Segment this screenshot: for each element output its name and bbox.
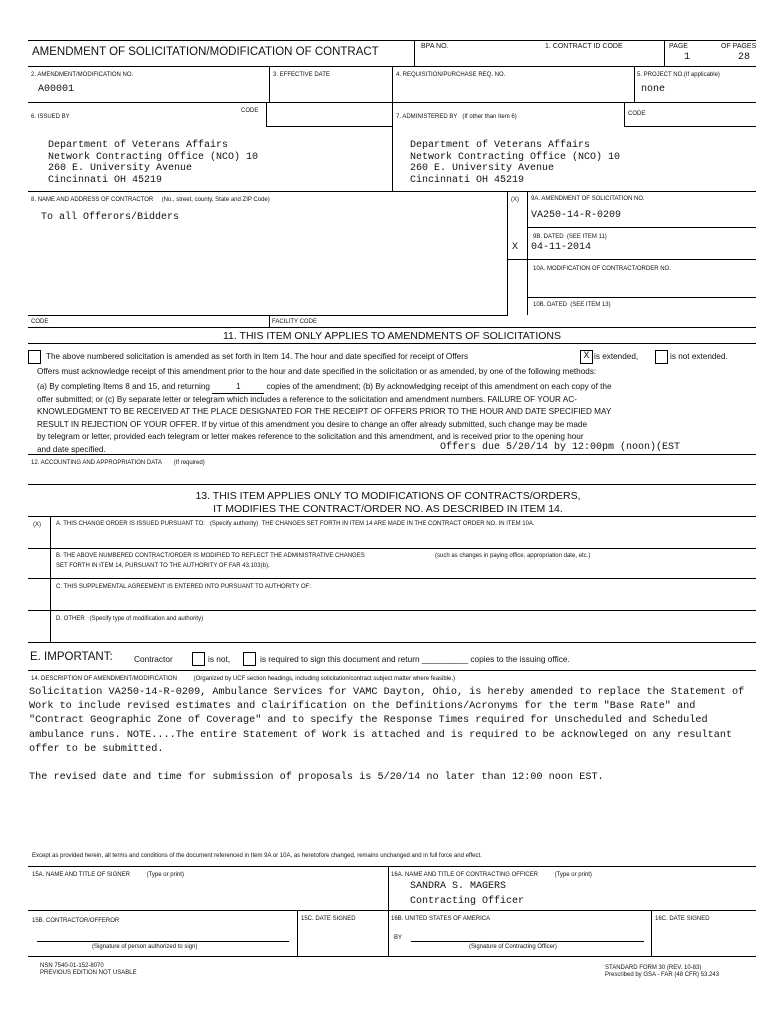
- rule: [392, 66, 393, 102]
- is-not-label: is not,: [208, 654, 231, 664]
- bpa-no-label: BPA NO.: [421, 43, 449, 50]
- is-required-checkbox[interactable]: [243, 652, 256, 666]
- contractor-value: To all Offerors/Bidders: [41, 212, 180, 223]
- item9a-value: VA250-14-R-0209: [531, 210, 622, 221]
- by-label: BY: [394, 935, 403, 941]
- contract-id-label: 1. CONTRACT ID CODE: [545, 43, 623, 50]
- rule: [28, 866, 756, 867]
- form-title: AMENDMENT OF SOLICITATION/MODIFICATION OF CONTRACT: [32, 46, 379, 58]
- item11-line3: (a) By completing Items 8 and 15, and returning 1 copies of the amendment; (b) By acknowledging receipt of this amendment on each copy of the: [37, 381, 612, 394]
- address-line: Network Contracting Office (NCO) 10: [48, 151, 259, 163]
- contractor-signature-line[interactable]: [37, 941, 289, 942]
- copies-returned-field[interactable]: 1: [212, 381, 264, 394]
- amended-checkbox[interactable]: [28, 350, 41, 364]
- rule: [28, 454, 756, 455]
- address-line: 260 E. University Avenue: [410, 163, 555, 174]
- item9b-label: 9B. DATED (SEE ITEM 11): [533, 234, 607, 240]
- item11-line7: by telegram or letter, provided each telegram or letter makes reference to the solicitation and this amendment, and is received prior to the opening hour: [37, 432, 584, 441]
- rule: [28, 910, 756, 911]
- nsn-number: NSN 7540-01-152-8070: [40, 963, 104, 969]
- rule-top: [28, 40, 756, 41]
- revised-submission-line: The revised date and time for submission of proposals is 5/20/14 no later than 12:00 noon EST.: [29, 772, 604, 783]
- rule: [28, 516, 756, 517]
- item11-line5: KNOWLEDGMENT TO BE RECEIVED AT THE PLACE DESIGNATED FOR THE RECEIPT OF OFFERS PRIOR TO THE HOUR AND DATE SPECIFIED MAY: [37, 407, 612, 416]
- address-line: Cincinnati OH 45219: [48, 174, 163, 186]
- item12-label: 12. ACCOUNTING AND APPROPRIATION DATA (If required): [31, 460, 205, 466]
- item13a-label: A. THIS CHANGE ORDER IS ISSUED PURSUANT TO: (Specify authority) THE CHANGES SET FORTH IN ITEM 14 ARE MADE IN THE CONTRACT ORDER NO. IN ITEM 10A.: [56, 521, 535, 527]
- rule: [28, 956, 756, 957]
- rule: [624, 126, 756, 127]
- item13b-label-1: B. THE ABOVE NUMBERED CONTRACT/ORDER IS MODIFIED TO REFLECT THE ADMINISTRATIVE CHANGES: [56, 553, 365, 559]
- issued-by-label: 6. ISSUED BY: [31, 114, 70, 120]
- rule: [392, 102, 393, 191]
- contractor-code-label: CODE: [31, 319, 49, 325]
- rule: [28, 327, 756, 328]
- administered-by-label: 7. ADMINISTERED BY (If other than Item 6): [396, 114, 517, 120]
- of-pages-label: OF PAGES: [721, 43, 757, 50]
- facility-code-label: FACILITY CODE: [272, 319, 317, 325]
- item14-label: 14. DESCRIPTION OF AMENDMENT/MODIFICATION (Organized by UCF section headings, including solicitation/contract subject matter where feasible.): [31, 676, 456, 682]
- description-line: "Contract Geographic Zone of Coverage" and to specify the Response Times required for Unscheduled and Scheduled: [29, 715, 708, 727]
- item13b-note: (such as changes in paying office, appropriation date, etc.): [435, 553, 591, 559]
- is-required-label: is required to sign this document and return __________ copies to the issuing office.: [260, 654, 570, 664]
- item13c-label: C. THIS SUPPLEMENTAL AGREEMENT IS ENTERED INTO PURSUANT TO AUTHORITY OF:: [56, 584, 311, 590]
- amendment-no-value: A00001: [38, 84, 75, 95]
- not-extended-checkbox[interactable]: [655, 350, 668, 364]
- address-line: Network Contracting Office (NCO) 10: [410, 151, 621, 163]
- description-line: Work to include revised estimates and clairification on the Definitions/Acronyms for the term "Base Rate" and: [29, 701, 696, 713]
- officer-name: SANDRA S. MAGERS: [410, 881, 507, 892]
- address-line: Department of Veterans Affairs: [410, 140, 591, 151]
- important-contractor: Contractor: [134, 654, 173, 664]
- rule: [527, 297, 756, 298]
- project-no-label: 5. PROJECT NO.(If applicable): [637, 72, 720, 78]
- effective-date-label: 3. EFFECTIVE DATE: [273, 72, 330, 78]
- address-line: Department of Veterans Affairs: [48, 140, 229, 151]
- item14-description: [29, 686, 744, 757]
- requisition-label: 4. REQUISITION/PURCHASE REQ. NO.: [396, 72, 506, 78]
- project-no-value: none: [641, 84, 666, 95]
- united-states-label: 16B. UNITED STATES OF AMERICA: [391, 916, 491, 922]
- item13b-label-2: SET FORTH IN ITEM 14, PURSUANT TO THE AUTHORITY OF FAR 43.103(b).: [56, 563, 270, 569]
- of-pages-value: 28: [738, 52, 751, 63]
- x-column-label: (X): [511, 197, 519, 203]
- rule: [266, 126, 392, 127]
- rule: [28, 642, 756, 643]
- rule: [269, 315, 270, 327]
- item10a-label: 10A. MODIFICATION OF CONTRACT/ORDER NO.: [533, 266, 671, 272]
- prescribed-by: Prescribed by GSA - FAR (48 CFR) 53.243: [605, 972, 720, 978]
- officer-signature-line[interactable]: [411, 941, 644, 942]
- item13-x-label: (X): [33, 522, 41, 528]
- rule: [664, 40, 665, 66]
- rule: [507, 191, 508, 315]
- rule: [28, 548, 756, 549]
- officer-date-label: 16C. DATE SIGNED: [655, 916, 710, 922]
- administered-by-address: [410, 140, 620, 186]
- rule: [297, 910, 298, 956]
- issued-by-code-label: CODE: [241, 108, 259, 114]
- rule: [266, 102, 267, 126]
- officer-title: Contracting Officer: [410, 896, 525, 907]
- item9a-label: 9A. AMENDMENT OF SOLICITATION NO.: [531, 196, 645, 202]
- description-line: Solicitation VA250-14-R-0209, Ambulance Services for VAMC Dayton, Ohio, is hereby amended to replace the Statement of: [29, 687, 745, 698]
- amendment-no-label: 2. AMENDMENT/MODIFICATION NO.: [31, 72, 134, 78]
- rule: [414, 40, 415, 66]
- address-line: Cincinnati OH 45219: [410, 174, 525, 186]
- contractor-date-label: 15C. DATE SIGNED: [301, 916, 356, 922]
- item11-line8: and date specified.: [37, 445, 106, 454]
- item11-line1: The above numbered solicitation is amended as set forth in Item 14. The hour and date specified for receipt of Offers: [46, 352, 469, 361]
- rule: [28, 484, 756, 485]
- rule: [50, 516, 51, 642]
- contractor-label: 8. NAME AND ADDRESS OF CONTRACTOR (No., street, county, State and ZIP Code): [31, 197, 270, 203]
- rule: [28, 578, 756, 579]
- issued-by-address: [48, 140, 258, 186]
- rule: [269, 66, 270, 102]
- description-line: ambulance runs. NOTE....The entire Statement of Work is attached and is required to be acknowleged on any resultant: [29, 729, 733, 741]
- contractor-offeror-label: 15B. CONTRACTOR/OFFEROR: [32, 918, 120, 924]
- rule: [28, 343, 756, 344]
- item11-title: 11. THIS ITEM ONLY APPLIES TO AMENDMENTS OF SOLICITATIONS: [222, 330, 562, 342]
- rule: [634, 66, 635, 102]
- standard-form-id: STANDARD FORM 30 (REV. 10-83): [605, 965, 702, 971]
- offers-due-text: Offers due 5/20/14 by 12:00pm (noon)(EST: [440, 442, 681, 453]
- signer-label: 15A. NAME AND TITLE OF SIGNER (Type or print): [32, 872, 184, 878]
- administered-code-label: CODE: [628, 111, 646, 117]
- not-extended-label: is not extended.: [670, 352, 728, 361]
- page-value: 1: [684, 52, 691, 63]
- rule: [388, 866, 389, 956]
- rule: [507, 259, 756, 260]
- rule: [624, 102, 625, 126]
- item11-line4: offer submitted; or (c) By separate letter or telegram which includes a reference to the solicitation and amendment numbers. FAILURE OF YOUR AC-: [37, 395, 577, 404]
- address-line: 260 E. University Avenue: [48, 163, 193, 174]
- important-label: E. IMPORTANT:: [30, 651, 113, 663]
- previous-edition-note: PREVIOUS EDITION NOT USABLE: [40, 970, 137, 976]
- item10b-label: 10B. DATED (SEE ITEM 13): [533, 302, 611, 308]
- item9b-value: 04-11-2014: [531, 242, 592, 253]
- except-provided-line: Except as provided herein, all terms and conditions of the document referenced in Item 9A or 10A, as heretofore changed, remains unchanged and in full force and effect.: [32, 853, 482, 859]
- item13-title-2: IT MODIFIES THE CONTRACT/ORDER NO. AS DESCRIBED IN ITEM 14.: [213, 503, 563, 515]
- item13d-label: D. OTHER (Specify type of modification and authority): [56, 616, 204, 622]
- rule: [28, 191, 756, 192]
- officer-signature-caption: (Signature of Contracting Officer): [469, 944, 557, 950]
- item11-line2: Offers must acknowledge receipt of this amendment prior to the hour and date specified in the solicitation or as amended, by one of the following methods:: [37, 367, 597, 376]
- officer-label: 16A. NAME AND TITLE OF CONTRACTING OFFICER (Type or print): [391, 872, 592, 878]
- is-not-checkbox[interactable]: [192, 652, 205, 666]
- rule: [28, 315, 508, 316]
- rule: [28, 670, 756, 671]
- rule: [527, 227, 756, 228]
- item11-line6: RESULT IN REJECTION OF YOUR OFFER. If by virtue of this amendment you desire to change an offer already submitted, such change may be made: [37, 420, 588, 429]
- item9b-mark: X: [512, 242, 519, 253]
- rule: [28, 610, 756, 611]
- description-line: offer to be submitted.: [29, 743, 164, 755]
- extended-label: is extended,: [594, 352, 639, 361]
- contractor-signature-caption: (Signature of person authorized to sign): [92, 944, 198, 950]
- page-label: PAGE: [669, 43, 688, 50]
- item13-title-1: 13. THIS ITEM APPLIES ONLY TO MODIFICATIONS OF CONTRACTS/ORDERS,: [195, 490, 581, 502]
- rule: [651, 910, 652, 956]
- extended-checkbox[interactable]: X: [580, 350, 593, 364]
